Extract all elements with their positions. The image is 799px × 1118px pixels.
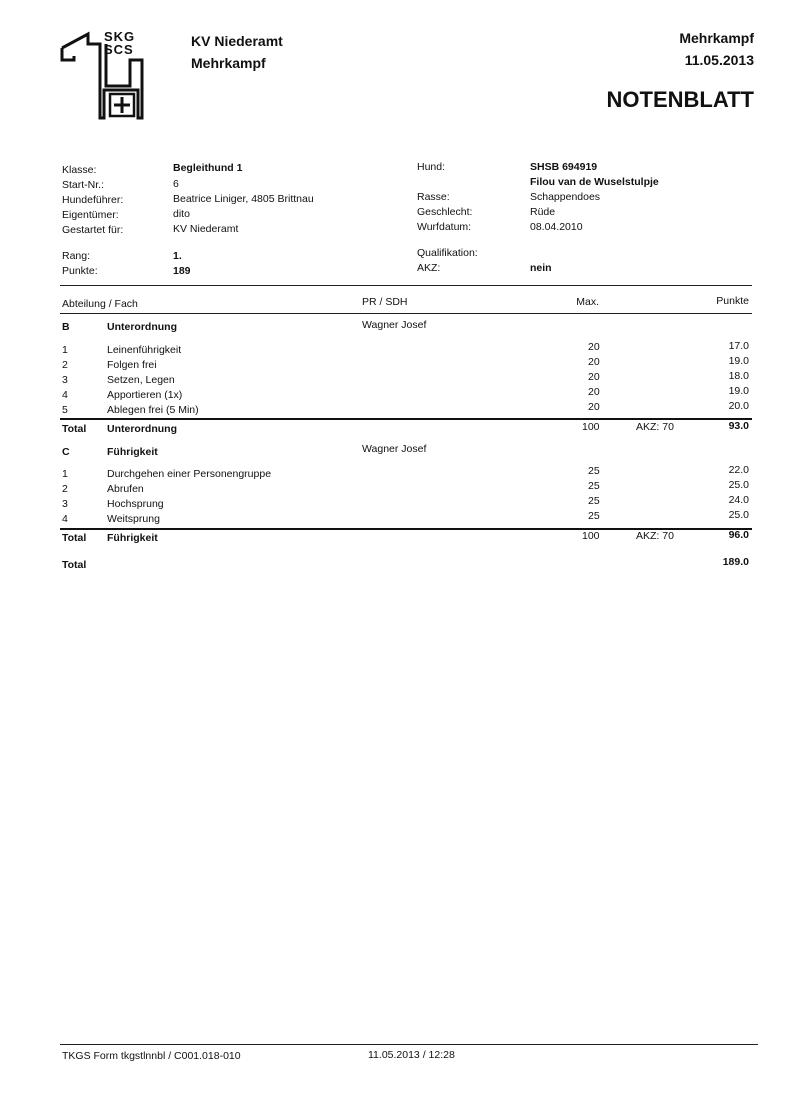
grand-total-points: 189.0 [722,556,749,568]
col-abteilung: Abteilung / Fach [62,298,138,310]
row-exercise: Apportieren (1x) [107,389,183,401]
row-exercise: Weitsprung [107,513,160,525]
row-max: 25 [588,510,600,522]
rang-value: 1. [173,250,182,262]
total-akz: AKZ: 70 [636,530,674,542]
wurfdatum-value: 08.04.2010 [530,221,583,233]
col-punkte: Punkte [716,295,749,307]
row-number: 3 [62,374,68,386]
gestartet-label: Gestartet für: [62,224,124,236]
row-number: 1 [62,468,68,480]
row-points: 25.0 [728,479,749,491]
divider [60,313,752,314]
total-akz: AKZ: 70 [636,421,674,433]
page-title: NOTENBLATT [606,87,754,112]
row-max: 20 [588,371,600,383]
section-judge: Wagner Josef [362,443,427,455]
row-points: 20.0 [728,400,749,412]
klasse-label: Klasse: [62,164,97,176]
total-max: 100 [582,530,600,542]
row-number: 4 [62,389,68,401]
divider [60,418,752,420]
startnr-value: 6 [173,178,179,190]
row-points: 17.0 [728,340,749,352]
punkte-value: 189 [173,265,191,277]
row-points: 19.0 [728,385,749,397]
hund-name: Filou van de Wuselstulpje [530,176,659,188]
row-exercise: Hochsprung [107,498,164,510]
row-max: 25 [588,480,600,492]
row-points: 19.0 [728,355,749,367]
total-name: Führigkeit [107,532,158,544]
section-judge: Wagner Josef [362,319,427,331]
org-subtitle: Mehrkampf [191,55,266,71]
eigentuemer-value: dito [173,208,190,220]
event-name: Mehrkampf [679,30,754,46]
logo-text-top: SKG [104,29,136,44]
row-exercise: Ablegen frei (5 Min) [107,404,199,416]
row-number: 5 [62,404,68,416]
total-max: 100 [582,421,600,433]
row-exercise: Leinenführigkeit [107,344,182,356]
footer-form: TKGS Form tkgstlnnbl / C001.018-010 [62,1050,241,1062]
row-number: 1 [62,344,68,356]
eigentuemer-label: Eigentümer: [62,209,119,221]
skg-logo [60,30,150,120]
col-max: Max. [576,296,599,308]
gestartet-value: KV Niederamt [173,223,239,235]
section-code: C [62,446,70,458]
section-code: B [62,321,70,333]
akz-value: nein [530,262,552,274]
klasse-value: Begleithund 1 [173,162,243,174]
org-name: KV Niederamt [191,33,283,49]
rasse-value: Schappendoes [530,191,601,203]
row-number: 2 [62,359,68,371]
rasse-label: Rasse: [417,191,450,203]
hund-id: SHSB 694919 [530,161,598,173]
row-max: 20 [588,356,600,368]
row-exercise: Durchgehen einer Personengruppe [107,468,272,480]
hundefuehrer-value: Beatrice Liniger, 4805 Brittnau [173,193,314,205]
section-name: Führigkeit [107,446,158,458]
row-max: 20 [588,341,600,353]
grand-total-label: Total [62,559,87,571]
section-name: Unterordnung [107,321,177,333]
divider [60,285,752,286]
total-label: Total [62,423,87,435]
akz-label: AKZ: [417,262,441,274]
footer-printed: 11.05.2013 / 12:28 [368,1049,455,1061]
hund-label: Hund: [417,161,446,173]
total-name: Unterordnung [107,423,177,435]
row-number: 3 [62,498,68,510]
row-exercise: Folgen frei [107,359,157,371]
event-date: 11.05.2013 [684,52,754,68]
startnr-label: Start-Nr.: [62,179,105,191]
row-max: 20 [588,386,600,398]
row-points: 24.0 [728,494,749,506]
total-label: Total [62,532,87,544]
footer-divider [60,1044,758,1045]
col-pr: PR / SDH [362,296,408,308]
total-points: 96.0 [728,529,749,541]
hundefuehrer-label: Hundeführer: [62,194,124,206]
logo-text-bottom: SCS [104,42,134,57]
geschlecht-label: Geschlecht: [417,206,473,218]
row-points: 25.0 [728,509,749,521]
row-points: 22.0 [728,464,749,476]
qualifikation-label: Qualifikation: [417,247,478,259]
row-max: 25 [588,495,600,507]
row-points: 18.0 [728,370,749,382]
row-number: 4 [62,513,68,525]
geschlecht-value: Rüde [530,206,556,218]
row-max: 25 [588,465,600,477]
wurfdatum-label: Wurfdatum: [417,221,472,233]
row-exercise: Setzen, Legen [107,374,175,386]
row-number: 2 [62,483,68,495]
punkte-label: Punkte: [62,265,98,277]
row-exercise: Abrufen [107,483,144,495]
row-max: 20 [588,401,600,413]
rang-label: Rang: [62,250,91,262]
total-points: 93.0 [728,420,749,432]
